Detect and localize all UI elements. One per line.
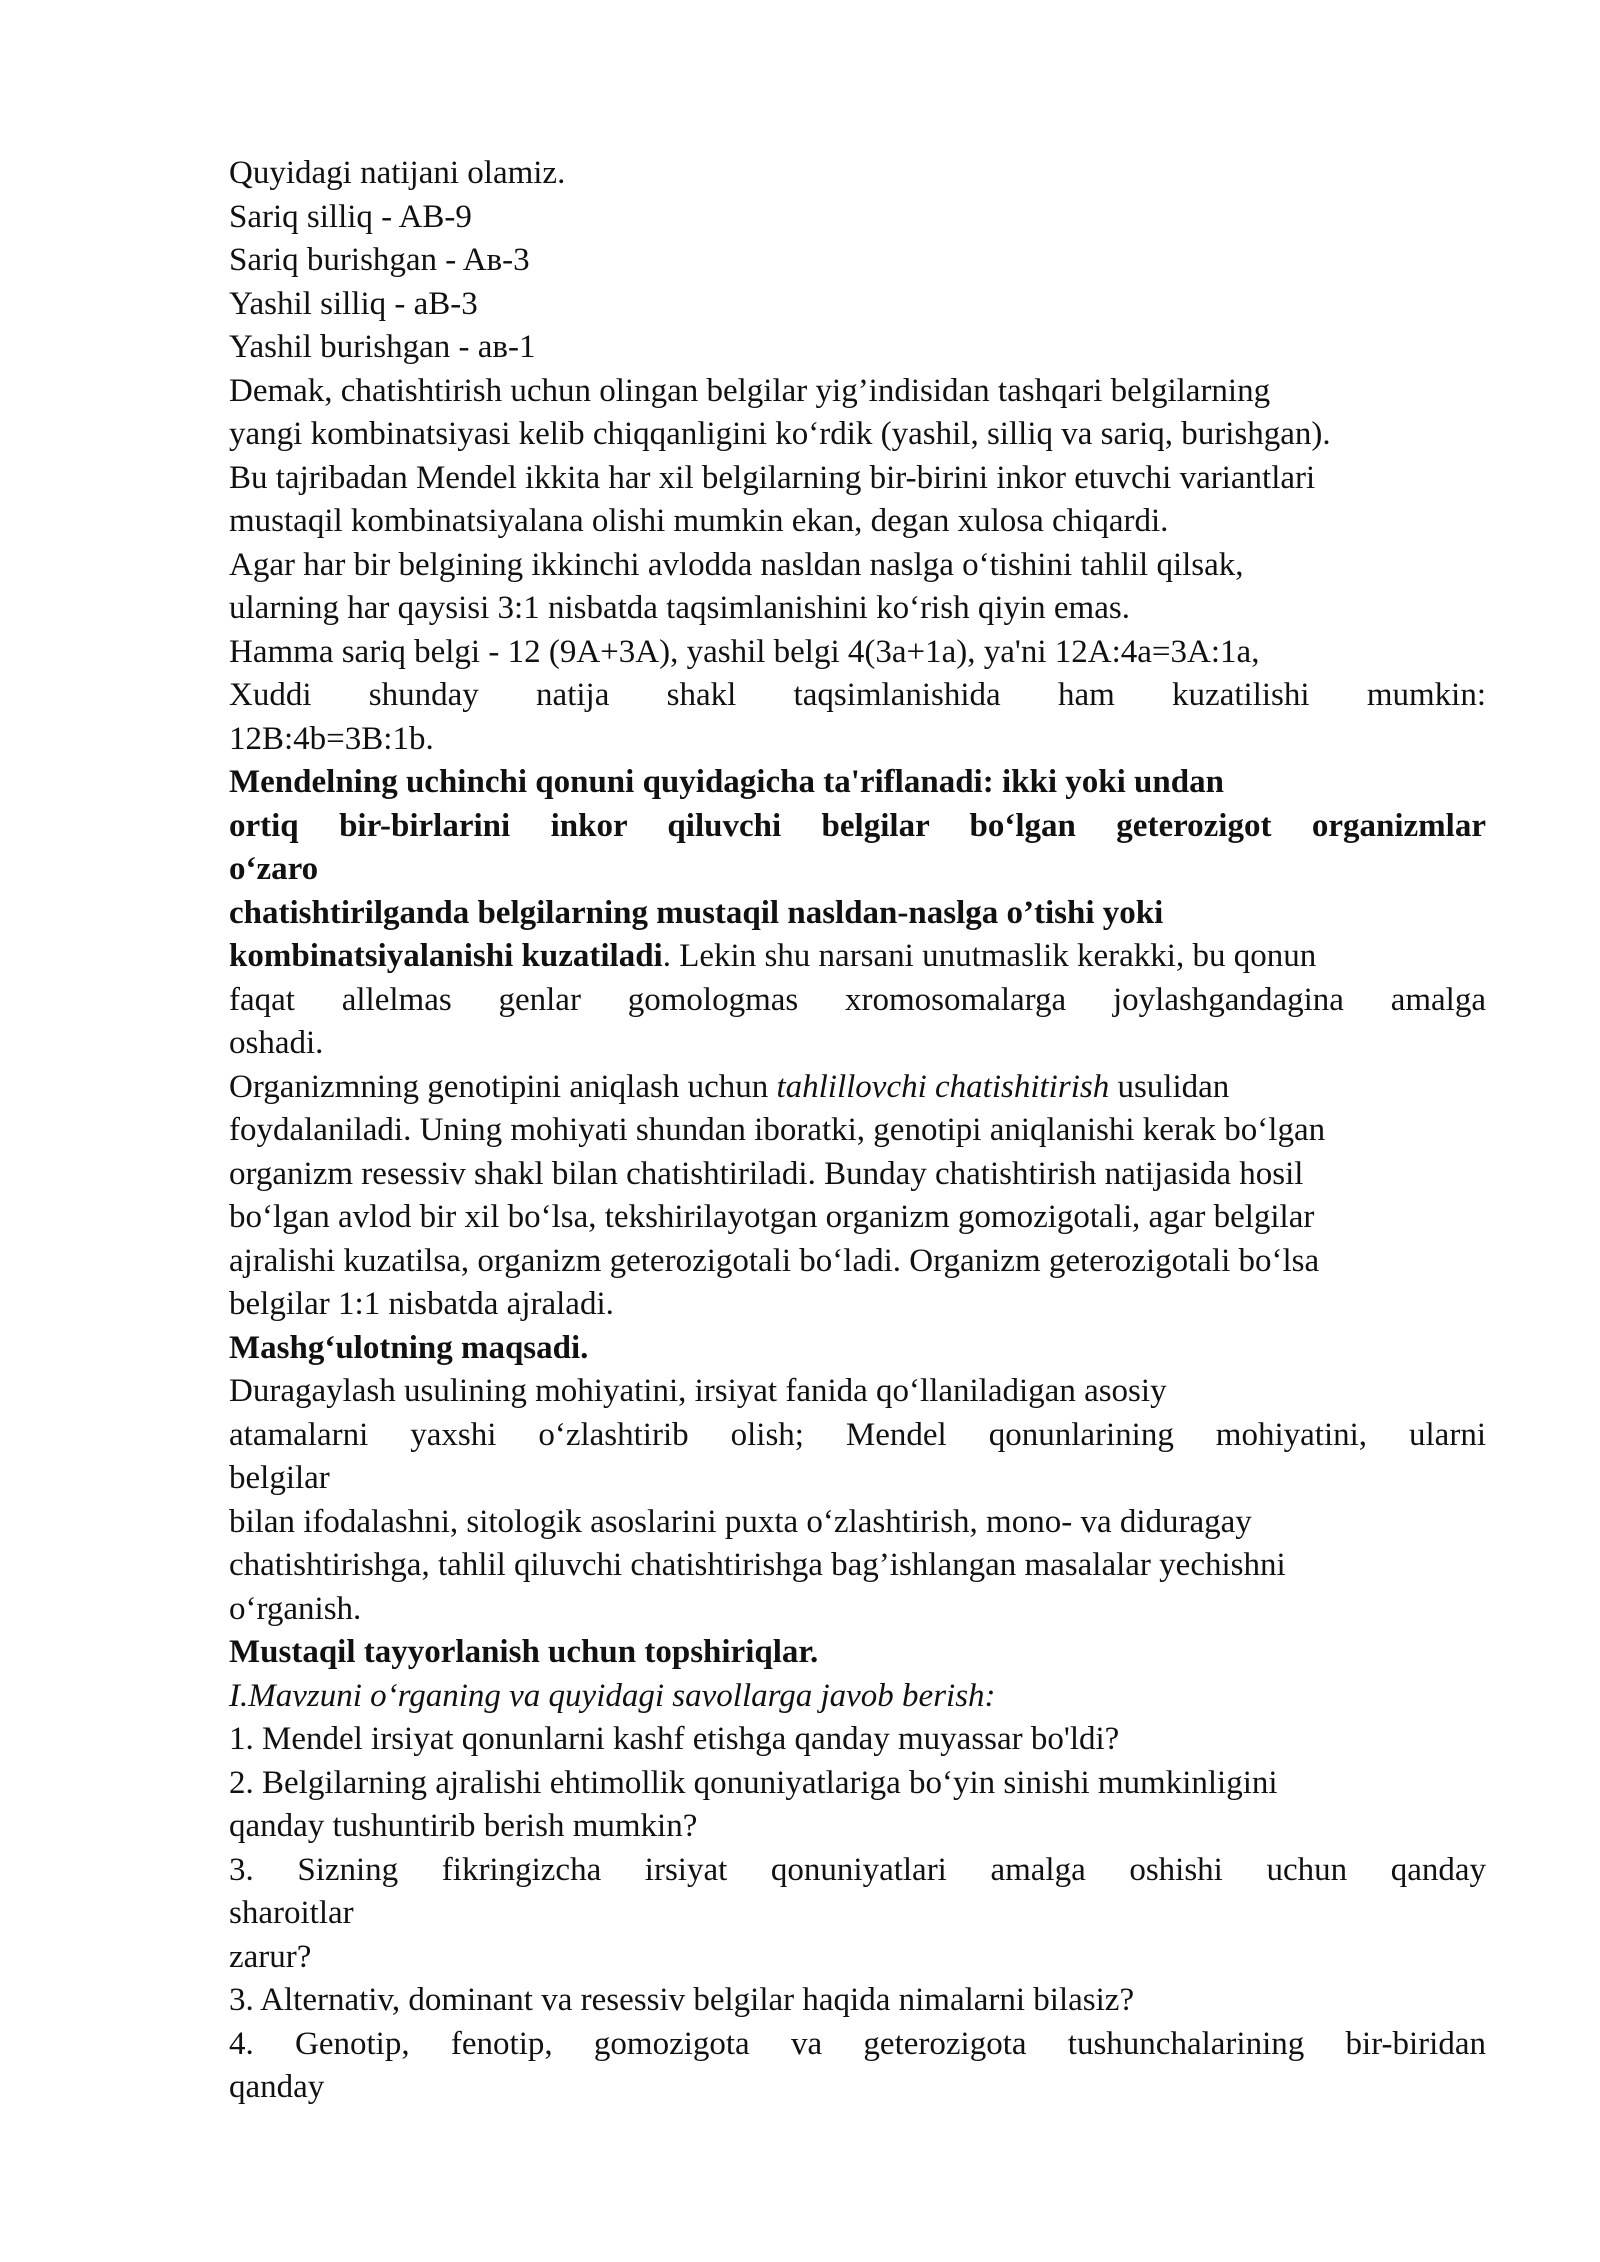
- law-definition-line: [229, 935, 1486, 979]
- plain-text: . Lekin shu narsani unutmaslik kerakki, bu qonun: [662, 938, 1317, 974]
- result-sariq-silliq: Sariq silliq - AB-9: [229, 198, 472, 235]
- text-line: organizm resessiv shakl bilan chatishtiriladi. Bunday chatishtirish natijasida hosil: [229, 1155, 1304, 1192]
- text-line: faqat allelmas genlar gomologmas xromosomalarga joylashgandagina amalga: [229, 981, 1486, 1018]
- text-line: yangi kombinatsiyasi kelib chiqqanligini koʻrdik (yashil, silliq va sariq, burishgan).: [229, 416, 1331, 452]
- question-item: 4. Genotip, fenotip, gomozigota va geterozigota tushunchalarining bir-biridan: [229, 2025, 1486, 2062]
- text-line: ajralishi kuzatilsa, organizm geterozigotali boʻladi. Organizm geterozigotali boʻlsa: [229, 1242, 1320, 1279]
- question-item: zarur?: [229, 1938, 312, 1975]
- question-item: sharoitlar: [229, 1895, 354, 1931]
- text-line: chatishtirishga, tahlil qiluvchi chatishtirishga bag’ishlangan masalalar yechishni: [229, 1547, 1286, 1583]
- text-line: [229, 1066, 1486, 1110]
- law-definition-line: ortiq bir-birlarini inkor qiluvchi belgilar boʻlgan geterozigot organizmlar: [229, 807, 1486, 844]
- text-line: Bu tajribadan Mendel ikkita har xil belgilarning bir-birini inkor etuvchi variantlari: [229, 459, 1316, 496]
- plain-text: usulidan: [1109, 1068, 1230, 1105]
- question-item: qanday tushuntirib berish mumkin?: [229, 1808, 698, 1844]
- text-line: Agar har bir belgining ikkinchi avlodda nasldan naslga oʻtishini tahlil qilsak,: [229, 546, 1244, 583]
- text-line: Duragaylash usulining mohiyatini, irsiyat fanida qoʻllaniladigan asosiy: [229, 1373, 1167, 1409]
- text-line: belgilar 1:1 nisbatda ajraladi.: [229, 1286, 614, 1322]
- question-item: 3. Alternativ, dominant va resessiv belgilar haqida nimalarni bilasiz?: [229, 1982, 1135, 2018]
- question-item: 1. Mendel irsiyat qonunlarni kashf etishga qanday muyassar bo'ldi?: [229, 1721, 1120, 1757]
- task-instruction: I.Mavzuni oʻrganing va quyidagi savollarga javob berish:: [229, 1677, 996, 1714]
- text-line: atamalarni yaxshi oʻzlashtirib olish; Mendel qonunlarining mohiyatini, ularni: [229, 1416, 1486, 1453]
- section-heading: Mashgʻulotning maqsadi.: [229, 1329, 589, 1366]
- result-yashil-burishgan: Yashil burishgan - aв-1: [229, 329, 536, 365]
- text-line: ularning har qaysisi 3:1 nisbatda taqsimlanishini koʻrish qiyin emas.: [229, 590, 1130, 626]
- italic-term: tahlillovchi chatishitirish: [776, 1068, 1110, 1105]
- law-definition-line: Mendelning uchinchi qonuni quyidagicha ta'riflanadi: ikki yoki undan: [229, 764, 1224, 800]
- text-line: oʻrganish.: [229, 1590, 362, 1627]
- question-item: 3. Sizning fikringizcha irsiyat qonuniyatlari amalga oshishi uchun qanday: [229, 1851, 1486, 1888]
- text-line: foydalaniladi. Uning mohiyati shundan iboratki, genotipi aniqlanishi kerak boʻlgan: [229, 1112, 1326, 1148]
- text-line: oshadi.: [229, 1025, 324, 1061]
- text-line: Xuddi shunday natija shakl taqsimlanishida ham kuzatilishi mumkin:: [229, 677, 1486, 713]
- text-line: belgilar: [229, 1460, 330, 1496]
- text-line: 12B:4b=3B:1b.: [229, 720, 434, 757]
- text-line: Quyidagi natijani olamiz.: [229, 155, 566, 191]
- result-sariq-burishgan: Sariq burishgan - Aв-3: [229, 242, 530, 278]
- result-yashil-silliq: Yashil silliq - aB-3: [229, 285, 478, 322]
- question-item: 2. Belgilarning ajralishi ehtimollik qonuniyatlariga boʻyin sinishi mumkinligini: [229, 1764, 1278, 1801]
- text-line: Hamma sariq belgi - 12 (9A+3A), yashil belgi 4(3a+1a), ya'ni 12A:4a=3A:1a,: [229, 633, 1260, 670]
- plain-text: Organizmning genotipini aniqlash uchun: [229, 1068, 777, 1105]
- section-heading: Mustaqil tayyorlanish uchun topshiriqlar.: [229, 1634, 819, 1670]
- text-line: mustaqil kombinatsiyalana olishi mumkin ekan, degan xulosa chiqardi.: [229, 503, 1169, 539]
- text-line: boʻlgan avlod bir xil boʻlsa, tekshirilayotgan organizm gomozigotali, agar belgilar: [229, 1199, 1315, 1235]
- text-line: Demak, chatishtirish uchun olingan belgilar yig’indisidan tashqari belgilarning: [229, 372, 1271, 409]
- law-definition-line: oʻzaro: [229, 851, 319, 887]
- law-definition-line: chatishtirilganda belgilarning mustaqil nasldan-naslga o’tishi yoki: [229, 894, 1164, 931]
- question-item: qanday: [229, 2069, 325, 2105]
- text-line: bilan ifodalashni, sitologik asoslarini puxta oʻzlashtirish, mono- va diduragay: [229, 1503, 1252, 1540]
- bold-text: kombinatsiyalanishi kuzatiladi: [229, 938, 663, 974]
